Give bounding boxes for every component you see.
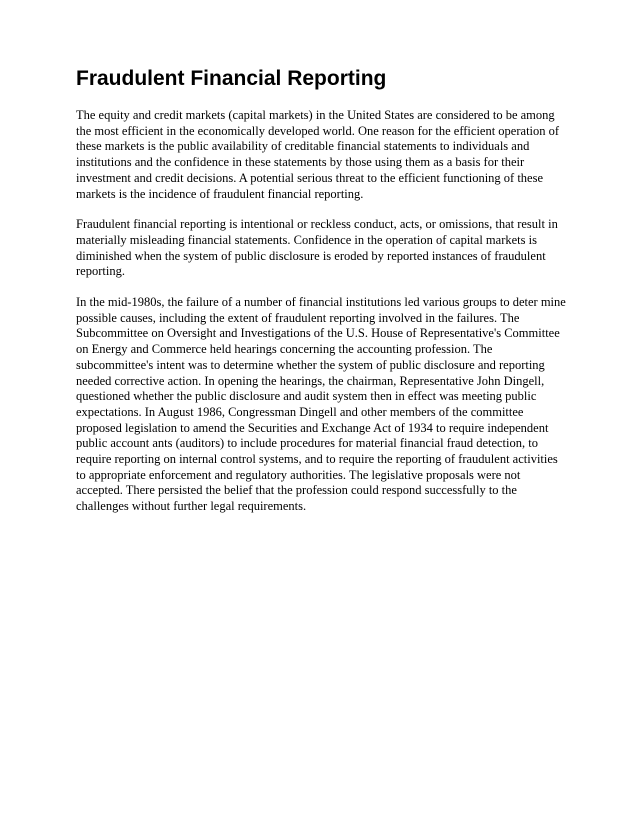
document-body [76,66,568,530]
paragraph-intro: The equity and credit markets (capital markets) in the United States are considered to be among the most efficient in the economically developed world. One reason for the efficient operation of these markets is the public availability of creditable financial statements to individuals and institutions and the confidence in these statements by those using them as a basis for their investment and credit decisions. A potential serious threat to the efficient functioning of these markets is the incidence of fraudulent financial reporting. [76,108,560,201]
paragraph-history: In the mid-1980s, the failure of a number of financial institutions led various groups to deter mine possible causes, including the extent of fraudulent reporting involved in the failures. The Subcommittee on Oversight and Investigations of the U.S. House of Representative's Committee on Energy and Commerce held hearings concerning the accounting profession. The subcommittee's intent was to determine whether the system of public disclosure and reporting needed corrective action. In opening the hearings, the chairman, Representative John Dingell, questioned whether the public disclosure and audit system then in effect was meeting public expectations. In August 1986, Congressman Dingell and other members of the committee proposed legislation to amend the Securities and Exchange Act of 1934 to require independent public account ants (auditors) to include procedures for material financial fraud detection, to require reporting on internal control systems, and to require the reporting of fraudulent activities to appropriate enforcement and regulatory authorities. The legislative proposals were not accepted. There persisted the belief that the profession could respond successfully to the challenges without further legal requirements. [76,295,566,514]
document-title: Fraudulent Financial Reporting [76,67,387,90]
paragraph-definition: Fraudulent financial reporting is intentional or reckless conduct, acts, or omissions, that result in materially misleading financial statements. Confidence in the operation of capital markets is diminished when the system of public disclosure is eroded by reported instances of fraudulent reporting. [76,217,558,279]
